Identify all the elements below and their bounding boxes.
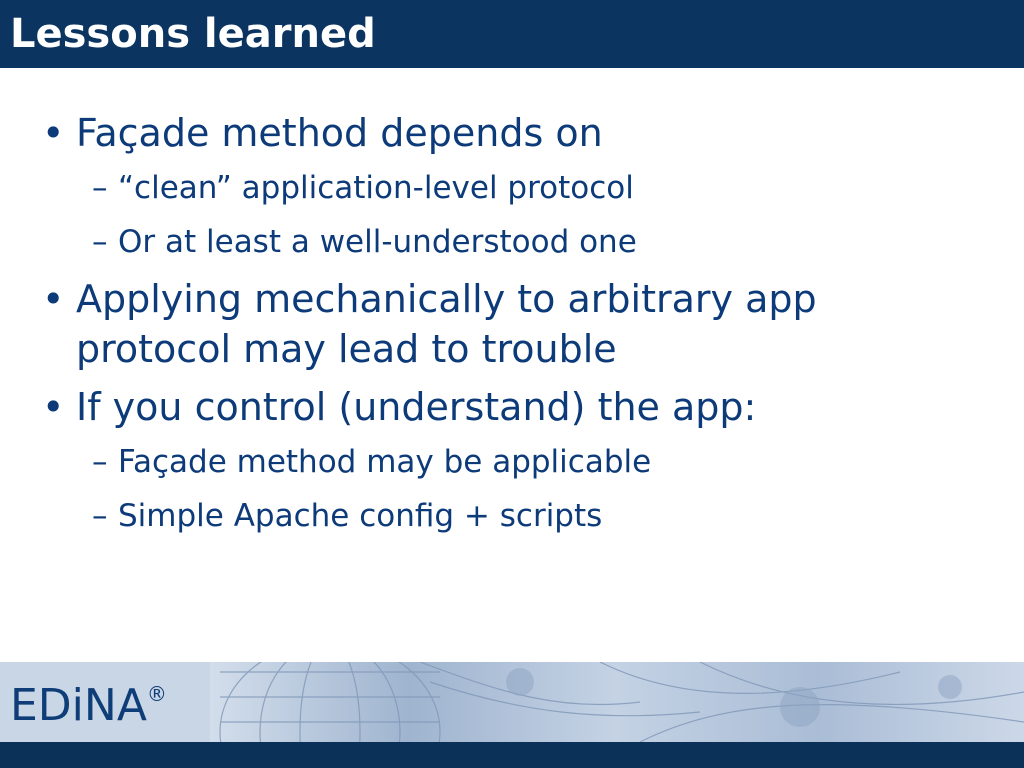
sub-bullet-marker: –: [92, 444, 108, 480]
sub-bullet-item: Simple Apache config + scripts: [118, 498, 603, 534]
bullet-item: Façade method depends on: [76, 111, 603, 155]
sub-bullet-marker: –: [92, 224, 108, 260]
bullet-item: Applying mechanically to arbitrary app: [76, 277, 817, 321]
sub-bullet-item: Façade method may be applicable: [118, 444, 652, 480]
footer-globe-band: [0, 662, 1024, 742]
bullet-marker: •: [42, 111, 65, 155]
logo-text: EDiNA: [10, 680, 147, 731]
bullet-marker: •: [42, 385, 65, 429]
bullet-item-continuation: protocol may lead to trouble: [76, 327, 617, 371]
footer-bottom-bar: [0, 742, 1024, 768]
bullet-marker: •: [42, 277, 65, 321]
sub-bullet-item: “clean” application-level protocol: [118, 170, 634, 206]
logo-panel: [0, 662, 210, 742]
slide-title: Lessons learned: [10, 11, 376, 57]
edina-logo: [10, 680, 167, 731]
registered-mark: ®: [146, 682, 167, 706]
sub-bullet-marker: –: [92, 170, 108, 206]
footer-banner: [0, 662, 1024, 768]
sub-bullet-item: Or at least a well-understood one: [118, 224, 637, 260]
bullet-item: If you control (understand) the app:: [76, 385, 757, 429]
sub-bullet-marker: –: [92, 498, 108, 534]
